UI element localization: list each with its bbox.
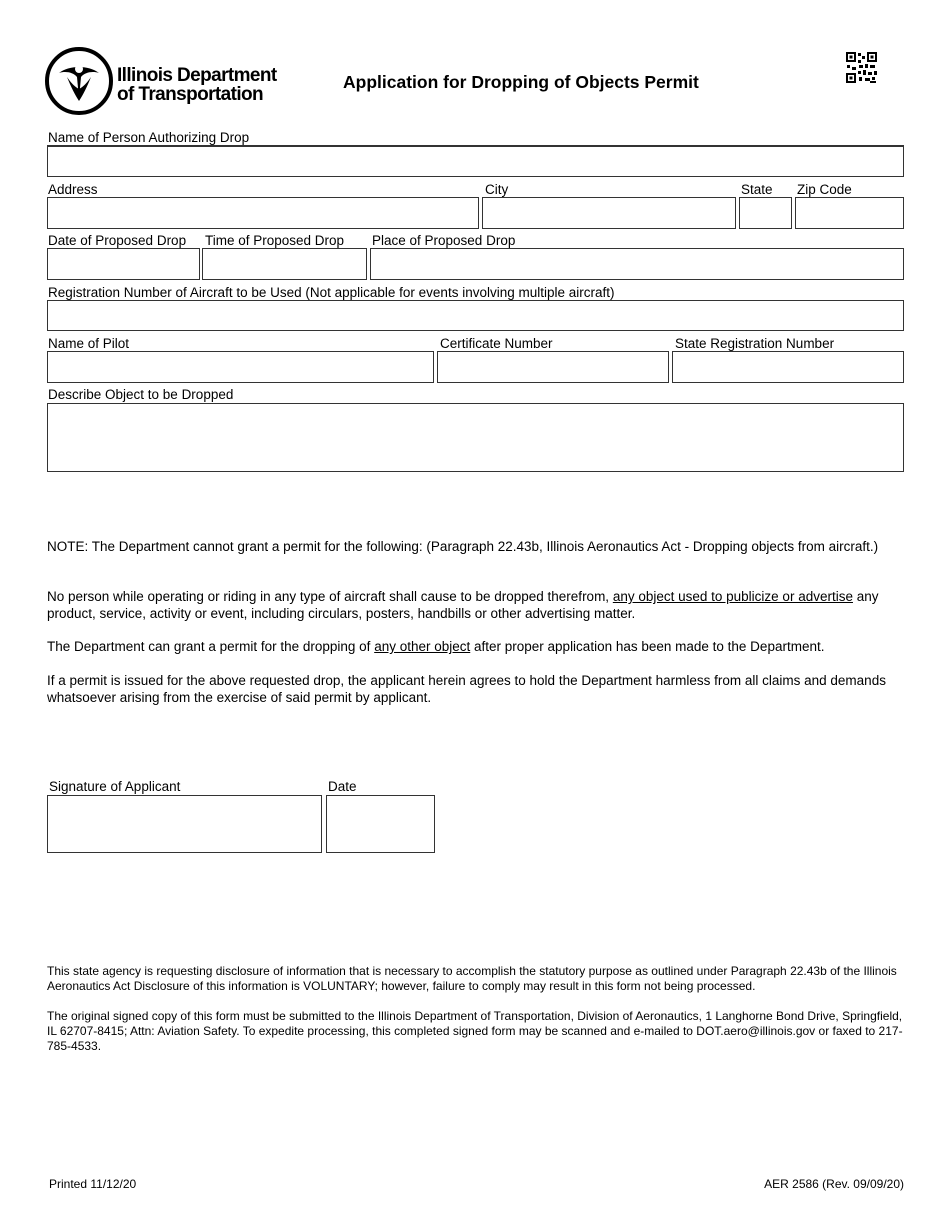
- state-label: State: [741, 182, 773, 197]
- rule-text-2: any product, service, activity or event, including circulars, posters, handbills or other advertising matter.: [47, 589, 879, 621]
- submission-paragraph: The original signed copy of this form must be submitted to the Illinois Department of Transportation, Division of Aeronautics, 1 Langhorne Bond Drive, Springfield, IL 62707-8415; Attn: Aviation Safety. To expedite processing, this completed signed form may be scanned and e-mailed to DOT.aero@illinois.gov or faxed to 217-785-4533.: [47, 1009, 903, 1053]
- form-number: AER 2586 (Rev. 09/09/20): [764, 1177, 904, 1191]
- authorizer-name-field[interactable]: [47, 146, 904, 177]
- drop-place-label: Place of Proposed Drop: [372, 233, 516, 248]
- grant-paragraph: [47, 638, 907, 655]
- drop-time-label: Time of Proposed Drop: [205, 233, 345, 248]
- pilot-name-field[interactable]: [47, 351, 434, 383]
- signature-date-label: Date: [328, 779, 357, 794]
- city-field[interactable]: [482, 197, 736, 229]
- zip-field[interactable]: [795, 197, 904, 229]
- disclosure-paragraph: This state agency is requesting disclosure of information that is necessary to accomplish the statutory purpose as outlined under Paragraph 22.43b of the Illinois Aeronautics Act Disclosure of this information is VOLUNTARY; however, failure to comply may result in this form not being processed.: [47, 964, 897, 993]
- signature-label: Signature of Applicant: [49, 779, 181, 794]
- registration-field[interactable]: [47, 300, 904, 331]
- rule-underlined: any object used to publicize or advertise: [612, 589, 853, 604]
- state-registration-label: State Registration Number: [675, 336, 835, 351]
- note-paragraph: NOTE: The Department cannot grant a permit for the following: (Paragraph 22.43b, Illinois Aeronautics Act - Dropping objects from aircraft.): [47, 539, 879, 554]
- printed-date: Printed 11/12/20: [49, 1177, 137, 1191]
- state-field[interactable]: [739, 197, 792, 229]
- state-registration-field[interactable]: [672, 351, 904, 383]
- idot-logo-icon: [45, 47, 113, 115]
- drop-place-field[interactable]: [370, 248, 904, 280]
- rule-text-1: No person while operating or riding in any type of aircraft shall cause to be dropped therefrom,: [47, 589, 613, 604]
- grant-text-2: after proper application has been made to the Department.: [470, 639, 825, 654]
- form-title: Application for Dropping of Objects Permit: [343, 72, 699, 92]
- certificate-field[interactable]: [437, 351, 669, 383]
- certificate-label: Certificate Number: [440, 336, 553, 351]
- drop-date-label: Date of Proposed Drop: [48, 233, 187, 248]
- drop-date-field[interactable]: [47, 248, 200, 280]
- city-label: City: [485, 182, 509, 197]
- harmless-paragraph: If a permit is issued for the above requested drop, the applicant herein agrees to hold the Department harmless from all claims and demands whatsoever arising from the exercise of said permit by applicant.: [47, 673, 886, 705]
- agency-line-2: of Transportation: [117, 84, 264, 105]
- signature-field[interactable]: [47, 795, 322, 853]
- object-description-field[interactable]: [47, 403, 904, 472]
- agency-name: [117, 66, 277, 104]
- authorizer-label: Name of Person Authorizing Drop: [48, 130, 250, 145]
- zip-label: Zip Code: [797, 182, 852, 197]
- qr-code-icon: [845, 51, 878, 84]
- agency-line-1: Illinois Department: [117, 65, 277, 86]
- pilot-label: Name of Pilot: [48, 336, 130, 351]
- drop-time-field[interactable]: [202, 248, 367, 280]
- address-label: Address: [48, 182, 98, 197]
- signature-date-field[interactable]: [326, 795, 435, 853]
- address-field[interactable]: [47, 197, 479, 229]
- registration-label: Registration Number of Aircraft to be Used (Not applicable for events involving multiple aircraft): [48, 285, 615, 300]
- grant-text-1: The Department can grant a permit for the dropping of: [47, 639, 375, 654]
- grant-underlined: any other object: [374, 639, 471, 654]
- rule-paragraph: [47, 588, 907, 622]
- object-label: Describe Object to be Dropped: [48, 387, 234, 402]
